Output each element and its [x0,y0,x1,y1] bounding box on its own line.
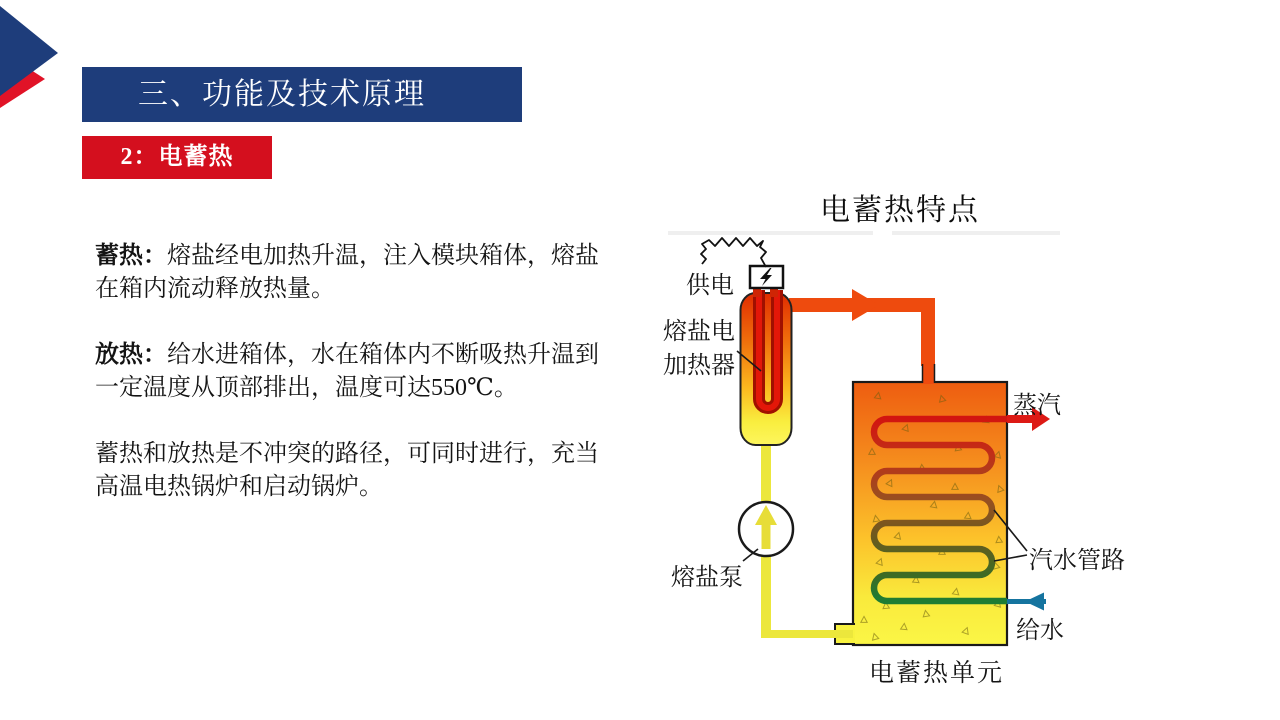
paragraph-storage: 蓄热：熔盐经电加热升温，注入模块箱体，熔盐在箱内流动释放热量。 [95,243,599,302]
storage-tank [835,364,1007,645]
power-cord-icon [701,238,766,267]
feedwater-arrow [1007,593,1046,611]
artifact-band [668,231,1060,235]
paragraph-release: 放热：给水进箱体，水在箱体内不断吸热升温到一定温度从顶部排出，温度可达550℃。 [95,342,599,401]
body-text [95,240,611,537]
subsection-badge-label: 2：电蓄热 [120,144,234,170]
subsection-badge [82,136,272,179]
paragraph-paths: 蓄热和放热是不冲突的路径，可同时进行，充当高温电热锅炉和启动锅炉。 [95,441,599,500]
section-title-banner [82,67,522,122]
section-title: 三、功能及技术原理 [138,78,426,111]
label-heater: 熔盐电 加热器 [663,319,735,379]
cold-salt-pipe-horizontal [761,630,853,638]
label-power-supply: 供电 [686,273,734,299]
label-pump: 熔盐泵 [671,565,743,591]
salt-pump [739,502,793,556]
label-steam: 蒸汽 [1013,393,1061,419]
diagram-title: 电蓄热特点 [820,194,980,227]
flow-arrow-icon [852,289,879,321]
label-storage-unit: 电蓄热单元 [869,660,1005,687]
label-feed-water: 给水 [1016,618,1064,644]
molten-salt-heater [741,286,792,445]
power-supply-box [750,266,783,288]
label-pipeline: 汽水管路 [1029,548,1125,574]
hot-salt-pipe [789,289,935,366]
